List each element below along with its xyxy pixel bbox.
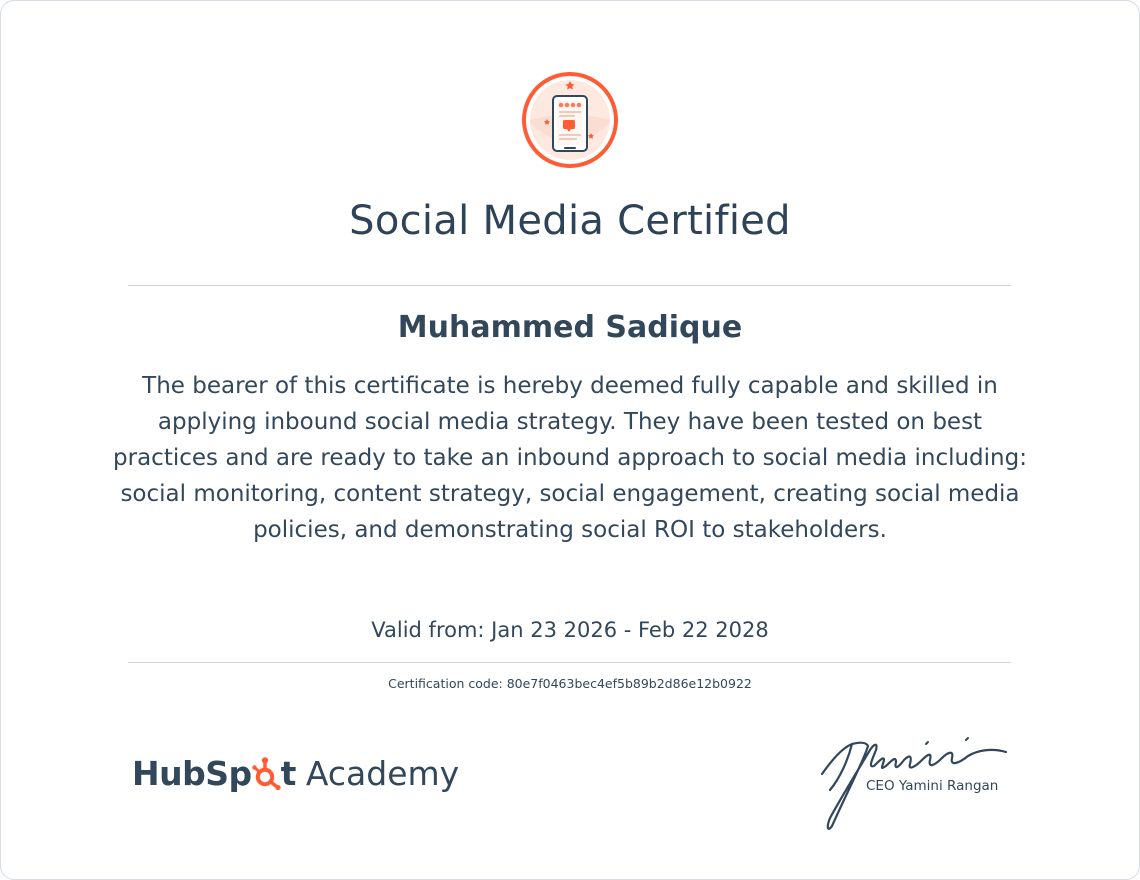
recipient-name: Muhammed Sadique (397, 310, 743, 345)
validity-dates: Valid from: Jan 23 2026 - Feb 22 2028 (371, 618, 769, 642)
logo-wordmark-right: t (280, 753, 296, 793)
top-divider (128, 285, 1011, 286)
phone-social-badge-icon (521, 71, 619, 169)
signature-label: CEO Yamini Rangan (866, 778, 999, 794)
certification-code: Certification code: 80e7f0463bec4ef5b89b2d86e12b0922 (388, 676, 752, 691)
certificate-description: The bearer of this certificate is hereby deemed fully capable and skilled in applying inbound social media strategy. They have been tested on best practices and are ready to take an inbound approach to social media including: social monitoring, content strategy, social engagement, creating social media policies, and demonstrating social ROI to stakeholders. (113, 373, 1027, 543)
hubspot-academy-logo (132, 748, 459, 798)
bottom-divider (128, 662, 1011, 663)
certificate-title: Social Media Certified (349, 198, 791, 244)
sprocket-icon (252, 756, 282, 790)
logo-wordmark-left: HubSp (132, 753, 252, 793)
logo-academy-text: Academy (305, 753, 460, 793)
